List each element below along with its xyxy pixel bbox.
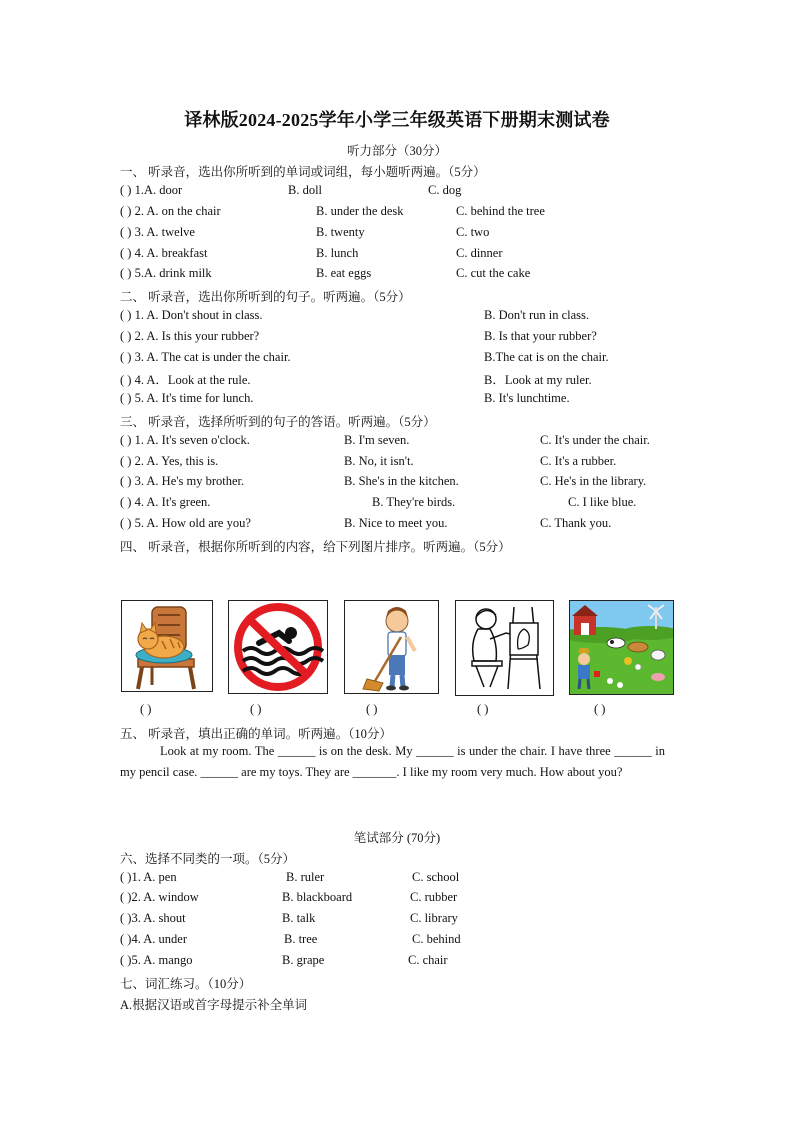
- option-c: C. rubber: [410, 890, 458, 904]
- option-c: C. It's a rubber.: [540, 454, 617, 468]
- option-a: ( ) 5.A. drink milk: [120, 266, 212, 280]
- option-a: ( ) 3. A. twelve: [120, 225, 195, 239]
- picture-5-answer-blank[interactable]: ( ): [594, 702, 606, 716]
- option-a: ( ) 2. A. Yes, this is.: [120, 454, 219, 468]
- option-b: B. twenty: [316, 225, 365, 239]
- section-1-heading: 一、 听录音，选出你所听到的单词或词组，每小题听两遍。（5分）: [120, 165, 486, 179]
- option-a: ( ) 3. A. The cat is under the chair.: [120, 350, 291, 364]
- option-a: ( )3. A. shout: [120, 911, 186, 925]
- option-a: ( )4. A. under: [120, 932, 187, 946]
- option-a: ( ) 1. A. It's seven o'clock.: [120, 433, 250, 447]
- option-a: ( ) 4. A. breakfast: [120, 246, 208, 260]
- option-b: B. blackboard: [282, 890, 353, 904]
- option-a: ( ) 1. A. Don't shout in class.: [120, 308, 263, 322]
- option-b: B. Don't run in class.: [484, 308, 590, 322]
- option-b: B. under the desk: [316, 204, 404, 218]
- fill-in-passage: Look at my room. The ______ is on the desk. My ______ is under the chair. I have three ______ in my pencil case. ______ are my toys. They are _______. I like my room very much. How about you?: [120, 744, 665, 779]
- no-swimming-icon: [228, 600, 328, 694]
- option-b: B. ruler: [286, 870, 325, 884]
- option-a: ( ) 1.A. door: [120, 183, 183, 197]
- written-section-header: 笔试部分 (70分): [353, 831, 441, 845]
- option-a: ( ) 3. A. He's my brother.: [120, 474, 245, 488]
- option-b: B. I'm seven.: [344, 433, 410, 447]
- option-b: B. lunch: [316, 246, 359, 260]
- picture-2-answer-blank[interactable]: ( ): [250, 702, 262, 716]
- section-4-heading: 四、 听录音，根据你所听到的内容，给下列图片排序。听两遍。（5分）: [120, 540, 511, 554]
- option-b: B. Nice to meet you.: [344, 516, 448, 530]
- option-a: ( )5. A. mango: [120, 953, 193, 967]
- option-c: C. behind: [412, 932, 461, 946]
- option-a: ( ) 4. A. It's green.: [120, 495, 211, 509]
- option-b: B. It's lunchtime.: [484, 391, 570, 405]
- option-a: ( ) 2. A. Is this your rubber?: [120, 329, 260, 343]
- boy-drawing-icon: [455, 600, 554, 696]
- option-a: ( )1. A. pen: [120, 870, 177, 884]
- cat-on-chair-icon: [121, 600, 213, 692]
- section-2-heading: 二、 听录音，选出你所听到的句子。听两遍。（5分）: [120, 290, 411, 304]
- section-6-heading: 六、选择不同类的一项。（5分）: [120, 852, 296, 866]
- picture-1-answer-blank[interactable]: ( ): [140, 702, 152, 716]
- option-a: ( ) 5. A. It's time for lunch.: [120, 391, 254, 405]
- boy-sweeping-icon: [344, 600, 439, 694]
- option-b: B. eat eggs: [316, 266, 372, 280]
- option-c: C. school: [412, 870, 460, 884]
- option-b: B. talk: [282, 911, 316, 925]
- option-b: B. doll: [288, 183, 323, 197]
- section-7-subheading: A.根据汉语或首字母提示补全单词: [120, 998, 308, 1012]
- option-a: ( ) 4. A．Look at the rule.: [120, 373, 251, 387]
- option-c: C. dog: [428, 183, 462, 197]
- option-b: B. No, it isn't.: [344, 454, 414, 468]
- option-c: C. It's under the chair.: [540, 433, 650, 447]
- option-b: B．Look at my ruler.: [484, 373, 592, 387]
- option-b: B. Is that your rubber?: [484, 329, 597, 343]
- option-c: C. cut the cake: [456, 266, 531, 280]
- option-c: C. two: [456, 225, 490, 239]
- option-c: C. I like blue.: [568, 495, 637, 509]
- section-3-heading: 三、 听录音，选择所听到的句子的答语。听两遍。（5分）: [120, 415, 436, 429]
- farm-scene-icon: [569, 600, 674, 695]
- option-b: B. They're birds.: [372, 495, 456, 509]
- option-b: B.The cat is on the chair.: [484, 350, 609, 364]
- option-c: C. dinner: [456, 246, 503, 260]
- option-c: C. behind the tree: [456, 204, 545, 218]
- option-a: ( )2. A. window: [120, 890, 199, 904]
- option-c: C. library: [410, 911, 458, 925]
- section-5-heading: 五、 听录音，填出正确的单词。听两遍。（10分）: [120, 727, 392, 741]
- option-c: C. He's in the library.: [540, 474, 647, 488]
- option-a: ( ) 2. A. on the chair: [120, 204, 221, 218]
- picture-3-answer-blank[interactable]: ( ): [366, 702, 378, 716]
- listening-section-header: 听力部分（30分）: [346, 144, 447, 158]
- option-b: B. She's in the kitchen.: [344, 474, 459, 488]
- option-c: C. chair: [408, 953, 448, 967]
- option-b: B. tree: [284, 932, 318, 946]
- picture-4-answer-blank[interactable]: ( ): [477, 702, 489, 716]
- section-7-heading: 七、词汇练习。（10分）: [120, 977, 252, 991]
- option-a: ( ) 5. A. How old are you?: [120, 516, 251, 530]
- option-b: B. grape: [282, 953, 325, 967]
- option-c: C. Thank you.: [540, 516, 612, 530]
- page-title: 译林版2024-2025学年小学三年级英语下册期末测试卷: [184, 110, 610, 130]
